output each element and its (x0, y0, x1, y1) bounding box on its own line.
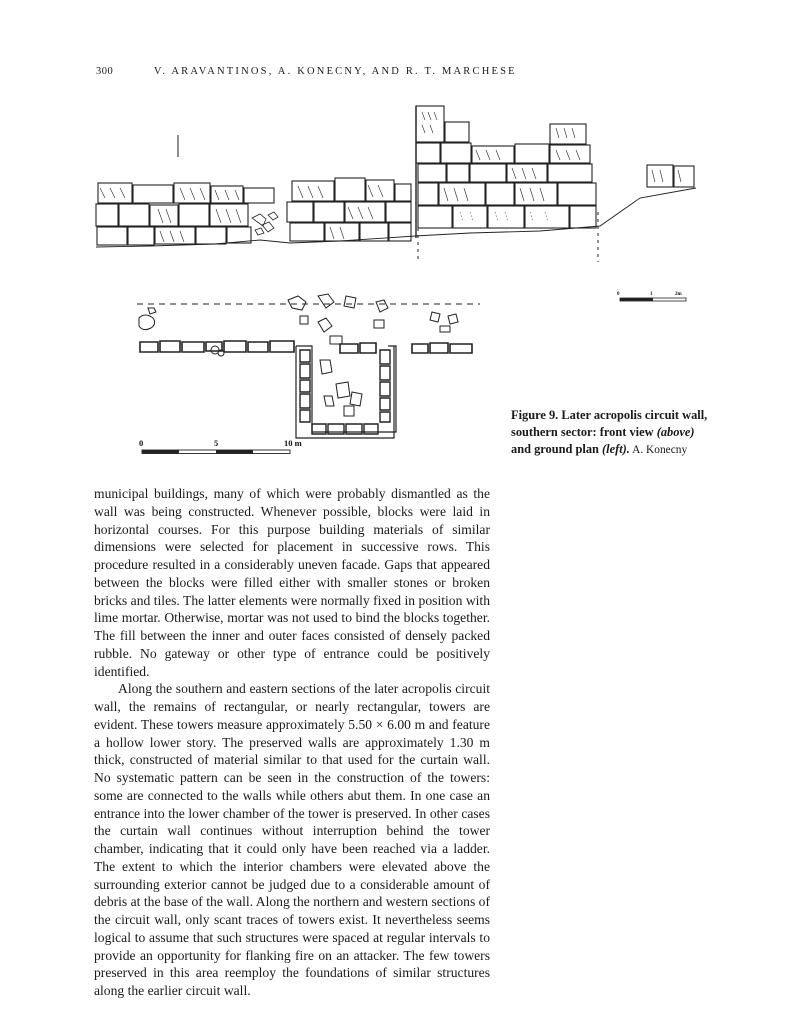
caption-credit: A. Konecny (629, 444, 688, 456)
scale-plan-start: 0 (139, 438, 144, 448)
front-view-elevation (96, 106, 696, 262)
ground-plan (137, 294, 480, 438)
scale-bar-elevation (617, 292, 686, 301)
paragraph-2: Along the southern and eastern sections of the later acropolis circuit wall, the remains of rectangular, or nearly rectangular, towers are evident. These towers measure approximately 5.50 × 6.00 m and feature a hollow lower story. The preserved walls are approximately 1.30 m thick, constructed of material similar to that used for the curtain wall. No systematic pattern can be seen in the construction of the towers: some are connected to the walls while others abut them. In one case an entrance into the lower chamber of the tower is preserved. In other cases the curtain wall continues without interruption behind the tower chamber, indicating that it could only have been reached via a ladder. The extent to which the interior chambers were elevated above the surrounding exterior cannot be judged due to a considerable amount of debris at the base of the wall. Along the northern and western sections of the circuit wall, only scant traces of towers exist. It nevertheless seems logical to assume that such structures were spaced at regular intervals to provide an opportunity for flanking fire on an attacker. The few towers preserved in this area reemploy the foundations of similar structures along the earlier circuit wall. (94, 681, 490, 998)
page-number: 300 (96, 66, 114, 77)
body-text (94, 485, 490, 1000)
running-head-authors: V. ARAVANTINOS, A. KONECNY, AND R. T. MARCHESE (153, 66, 517, 77)
scale-plan-mid: 5 (214, 438, 219, 448)
figure-caption (511, 407, 711, 459)
scale-small-mid: 1 (650, 292, 653, 297)
caption-lead: Figure 9. Later acropolis circuit wall, southern sector: front view (511, 408, 708, 439)
scale-small-end: 2m (675, 292, 682, 297)
caption-above: (above) (656, 425, 695, 439)
scale-small-start: 0 (617, 292, 620, 297)
caption-middle: and ground plan (511, 442, 603, 456)
caption-left: (left). (602, 442, 630, 456)
paragraph-1: municipal buildings, many of which were probably dismantled as the wall was being constructed. Whenever possible, blocks were laid in horizontal courses. For this purpose building materials of similar dimensions were selected for placement in successive rows. This procedure resulted in a considerably uneven facade. Gaps that appeared between the blocks were filled either with smaller stones or broken bricks and tiles. The latter elements were normally fixed in position with lime mortar. Otherwise, mortar was not used to bind the blocks together. The fill between the inner and outer faces consisted of densely packed rubble. No gateway or other type of entrance could be positively identified. (94, 486, 490, 679)
scale-plan-end: 10 m (284, 438, 302, 448)
scale-bar-plan (139, 438, 302, 454)
